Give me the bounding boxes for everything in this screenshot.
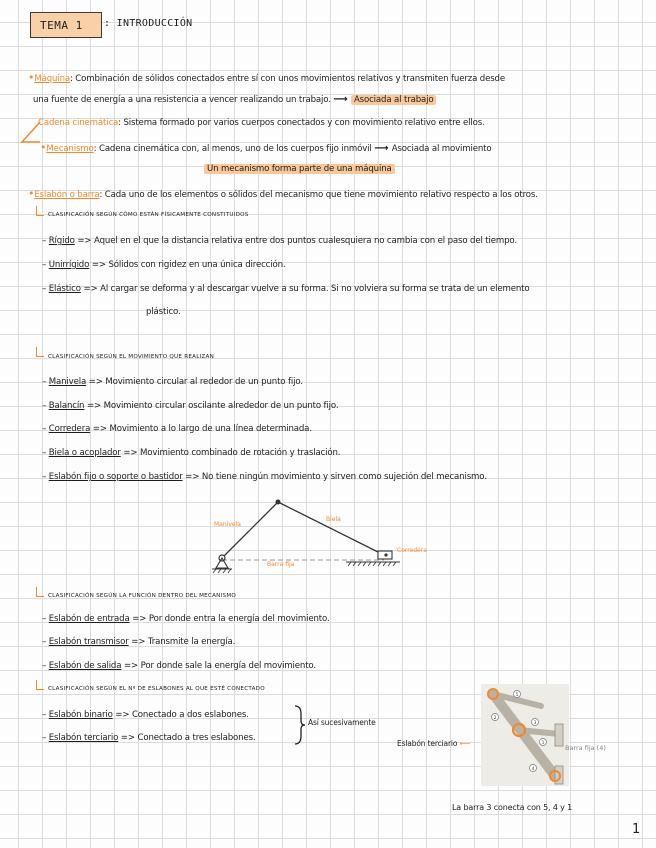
sec1-item: – Elástico => Al cargar se deforma y al descargar vuelve a su forma. Si no volviera su forma se trata de un elemento [42, 284, 530, 294]
mecanismo-line: •Mecanismo: Cadena cinemática con, al menos, uno de los cuerpos fijo inmóvil ⟶ Asociada al movimiento [40, 141, 492, 154]
photo-number: 3 [533, 721, 537, 726]
photo-number: 2 [493, 716, 497, 721]
sec1-item: – Unirrígido => Sólidos con rigidez en una única dirección. [42, 260, 286, 270]
hook-icon [36, 680, 44, 690]
maquina-line2 [33, 94, 436, 105]
linkage-illustration [481, 684, 569, 786]
sec2-item: – Biela o acoplador => Movimiento combinado de rotación y traslación. [42, 448, 341, 458]
page-number: 1 [632, 822, 641, 837]
arrow-icon: ⟶ [374, 143, 392, 154]
sec3-item: – Eslabón transmisor => Transmite la energía. [42, 637, 236, 647]
hook-icon [36, 206, 44, 216]
maquina-term: Máquina [34, 74, 70, 84]
mecanismo-highlight: Un mecanismo forma parte de una máquina [204, 164, 395, 174]
photo-number: 5 [515, 693, 519, 698]
maquina-def-1: : Combinación de sólidos conectados entre sí con unos movimientos relativos y transmiten fuerza desde [69, 74, 505, 84]
photo-number: 1 [541, 741, 545, 746]
title-box [30, 12, 102, 38]
diagram-barra-fija-label: Barra fija [267, 561, 295, 568]
maquina-result: Asociada al trabajo [351, 95, 437, 105]
sec1-heading: CLASIFICACIÓN SEGÚN CÓMO ESTÁN FÍSICAMENTE CONSTITUIDOS [48, 212, 249, 218]
mecanismo-result: Asociada al movimiento [391, 144, 492, 154]
sec2-item: – Manivela => Movimiento circular al rededor de un punto fijo. [42, 377, 303, 387]
sec4-item: – Eslabón binario => Conectado a dos eslabones. [42, 710, 249, 720]
photo-number: 4 [531, 767, 535, 772]
photo-caption: La barra 3 conecta con 5, 4 y 1 [452, 803, 573, 812]
sec4-item: – Eslabón terciario => Conectado a tres eslabones. [42, 733, 256, 743]
hook-icon [36, 347, 44, 357]
mecanismo-term: Mecanismo [46, 144, 94, 154]
sec2-item: – Corredera => Movimiento a lo largo de una línea determinada. [42, 424, 312, 434]
photo-fixed-bar-label: Barra fija (4) [565, 744, 606, 752]
cadena-def: : Sistema formado por varios cuerpos conectados y con movimiento relativo entre ellos. [118, 118, 485, 128]
brace-icon [292, 704, 306, 746]
diagram-corredera-label: Corredera [397, 547, 427, 554]
sec2-heading: CLASIFICACIÓN SEGÚN EL MOVIMIENTO QUE REALIZAN [48, 354, 215, 360]
diagram-biela-label: Biela [326, 516, 341, 523]
sec1-item: – Rígido => Aquel en el que la distancia relativa entre dos puntos cualesquiera no cambia con el paso del tiempo. [42, 236, 517, 246]
cadena-line [38, 118, 485, 128]
title-tema: TEMA 1 [40, 19, 83, 32]
arrow-left-icon: ⟵ [459, 739, 471, 748]
eslabon-line: •Eslabón o barra: Cada uno de los elementos o sólidos del mecanismo que tiene movimiento relativo respecto a los otros. [28, 187, 538, 200]
maquina-line1: •Máquina: Combinación de sólidos conectados entre sí con unos movimientos relativos y transmiten fuerza desde [28, 71, 505, 84]
title-introduccion: : INTRODUCCIÓN [104, 18, 193, 29]
hook-icon [36, 587, 44, 597]
sec3-item: – Eslabón de salida => Por donde sale la energía del movimiento. [42, 661, 316, 671]
mechanism-photo [481, 684, 569, 786]
mechanism-diagram [200, 494, 430, 584]
eslabon-def: : Cada uno de los elementos o sólidos del mecanismo que tiene movimiento relativo respecto a los otros. [99, 190, 538, 200]
diagram-manivela-label: Manivela [214, 521, 241, 528]
sec4-heading: CLASIFICACIÓN SEGÚN EL Nº DE ESLABONES AL QUE ESTÉ CONECTADO [48, 686, 265, 692]
maquina-def-2: una fuente de energía a una resistencia a vencer realizando un trabajo. [33, 95, 331, 105]
eslabon-term: Eslabón o barra [34, 190, 100, 200]
sec2-item: – Balancín => Movimiento circular oscilante alrededor de un punto fijo. [42, 401, 339, 411]
cadena-term: Cadena cinemática [38, 118, 119, 128]
sec1-item-cont: plástico. [146, 307, 181, 317]
brace-note: Así sucesivamente [308, 718, 376, 727]
sec2-item: – Eslabón fijo o soporte o bastidor => No tiene ningún movimiento y sirven como sujeción del mecanismo. [42, 472, 487, 482]
arrow-icon: ⟶ [333, 94, 351, 105]
sec3-heading: CLASIFICACIÓN SEGÚN LA FUNCIÓN DENTRO DEL MECANISMO [48, 593, 237, 599]
sec3-item: – Eslabón de entrada => Por donde entra la energía del movimiento. [42, 614, 330, 624]
mecanismo-def: : Cadena cinemática con, al menos, uno de los cuerpos fijo inmóvil [93, 144, 372, 154]
photo-label: Eslabón terciario ⟵ [397, 739, 471, 748]
